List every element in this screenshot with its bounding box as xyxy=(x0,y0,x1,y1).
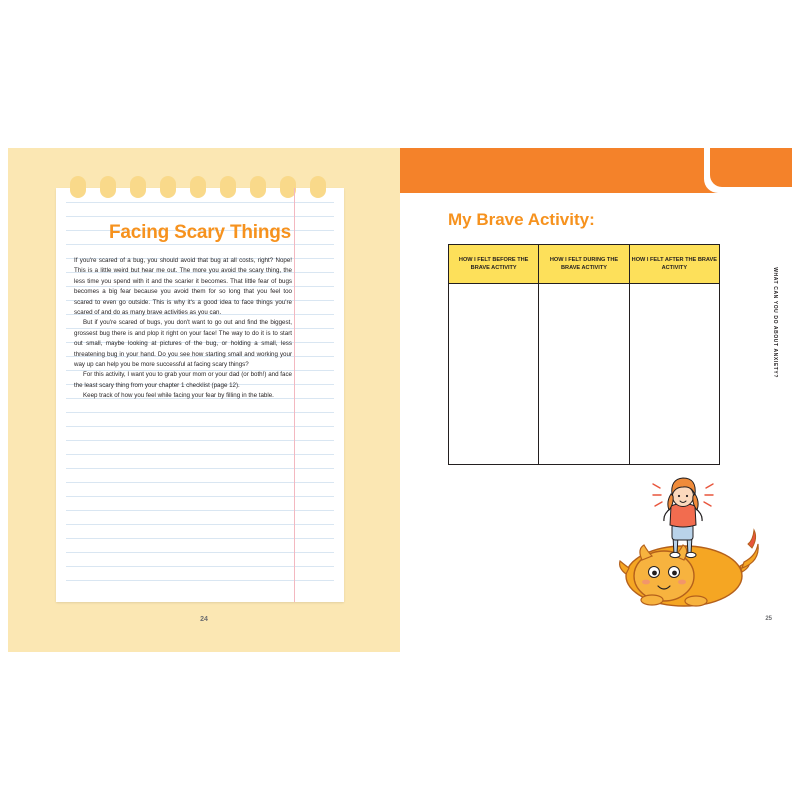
spiral-hole xyxy=(130,176,146,198)
brave-activity-table xyxy=(448,244,720,465)
table-header-during: HOW I FELT DURING THE BRAVE ACTIVITY xyxy=(539,245,629,284)
tab-notch xyxy=(704,148,792,193)
table-cell-during[interactable] xyxy=(539,284,629,465)
right-page-number: 25 xyxy=(765,616,772,622)
spiral-hole xyxy=(70,176,86,198)
girl-on-monster-illustration xyxy=(592,468,782,618)
orange-tab-band xyxy=(400,148,792,193)
table-header-after: HOW I FELT AFTER THE BRAVE ACTIVITY xyxy=(629,245,719,284)
body-paragraph-2: But if you're scared of bugs, you don't want to go out and find the biggest, grossest bug there is and plop it right on your face! The way to do it is to start out small, maybe looking at pictures of the bug, or holding a small, less threatening bug in your hand. Do you see how starting small and working your way up can help you be more successful at facing scary things? xyxy=(74,319,292,369)
table-row xyxy=(449,284,720,465)
left-page-number: 24 xyxy=(200,616,208,623)
spiral-hole xyxy=(100,176,116,198)
tab-notch-inner xyxy=(710,148,792,187)
left-page-body xyxy=(74,256,292,402)
spiral-hole xyxy=(250,176,266,198)
body-paragraph-4: Keep track of how you feel while facing your fear by filling in the table. xyxy=(83,392,274,400)
spiral-hole xyxy=(190,176,206,198)
right-page xyxy=(400,148,792,652)
table-header-before: HOW I FELT BEFORE THE BRAVE ACTIVITY xyxy=(449,245,539,284)
spiral-hole xyxy=(310,176,326,198)
left-page-title: Facing Scary Things xyxy=(108,222,292,243)
table-header-row xyxy=(449,245,720,284)
table-cell-after[interactable] xyxy=(629,284,719,465)
table-cell-before[interactable] xyxy=(449,284,539,465)
notepad-margin-line xyxy=(294,188,295,602)
spiral-binding xyxy=(56,176,344,202)
activity-title: My Brave Activity: xyxy=(448,210,595,229)
spiral-hole xyxy=(160,176,176,198)
book-spread xyxy=(0,148,800,652)
spiral-hole xyxy=(220,176,236,198)
left-page xyxy=(8,148,400,652)
notepad xyxy=(56,188,344,602)
chapter-side-label: WHAT CAN YOU DO ABOUT ANXIETY? xyxy=(772,267,778,378)
body-paragraph-1: If you're scared of a bug, you should avoid that bug at all costs, right? Nope! This is a little weird but hear me out. The more you avoid the scary thing, the less time you spend with it and the scarier it becomes. That little fear of bugs becomes a big fear because you avoid them for so long that you feel too scared to even go outside. This is why it's a good idea to face things you're scared of and do as many brave activities as you can. xyxy=(74,257,292,317)
body-paragraph-3: For this activity, I want you to grab your mom or your dad (or both!) and face the least scary thing from your chapter 1 checklist (page 12). xyxy=(74,371,292,389)
